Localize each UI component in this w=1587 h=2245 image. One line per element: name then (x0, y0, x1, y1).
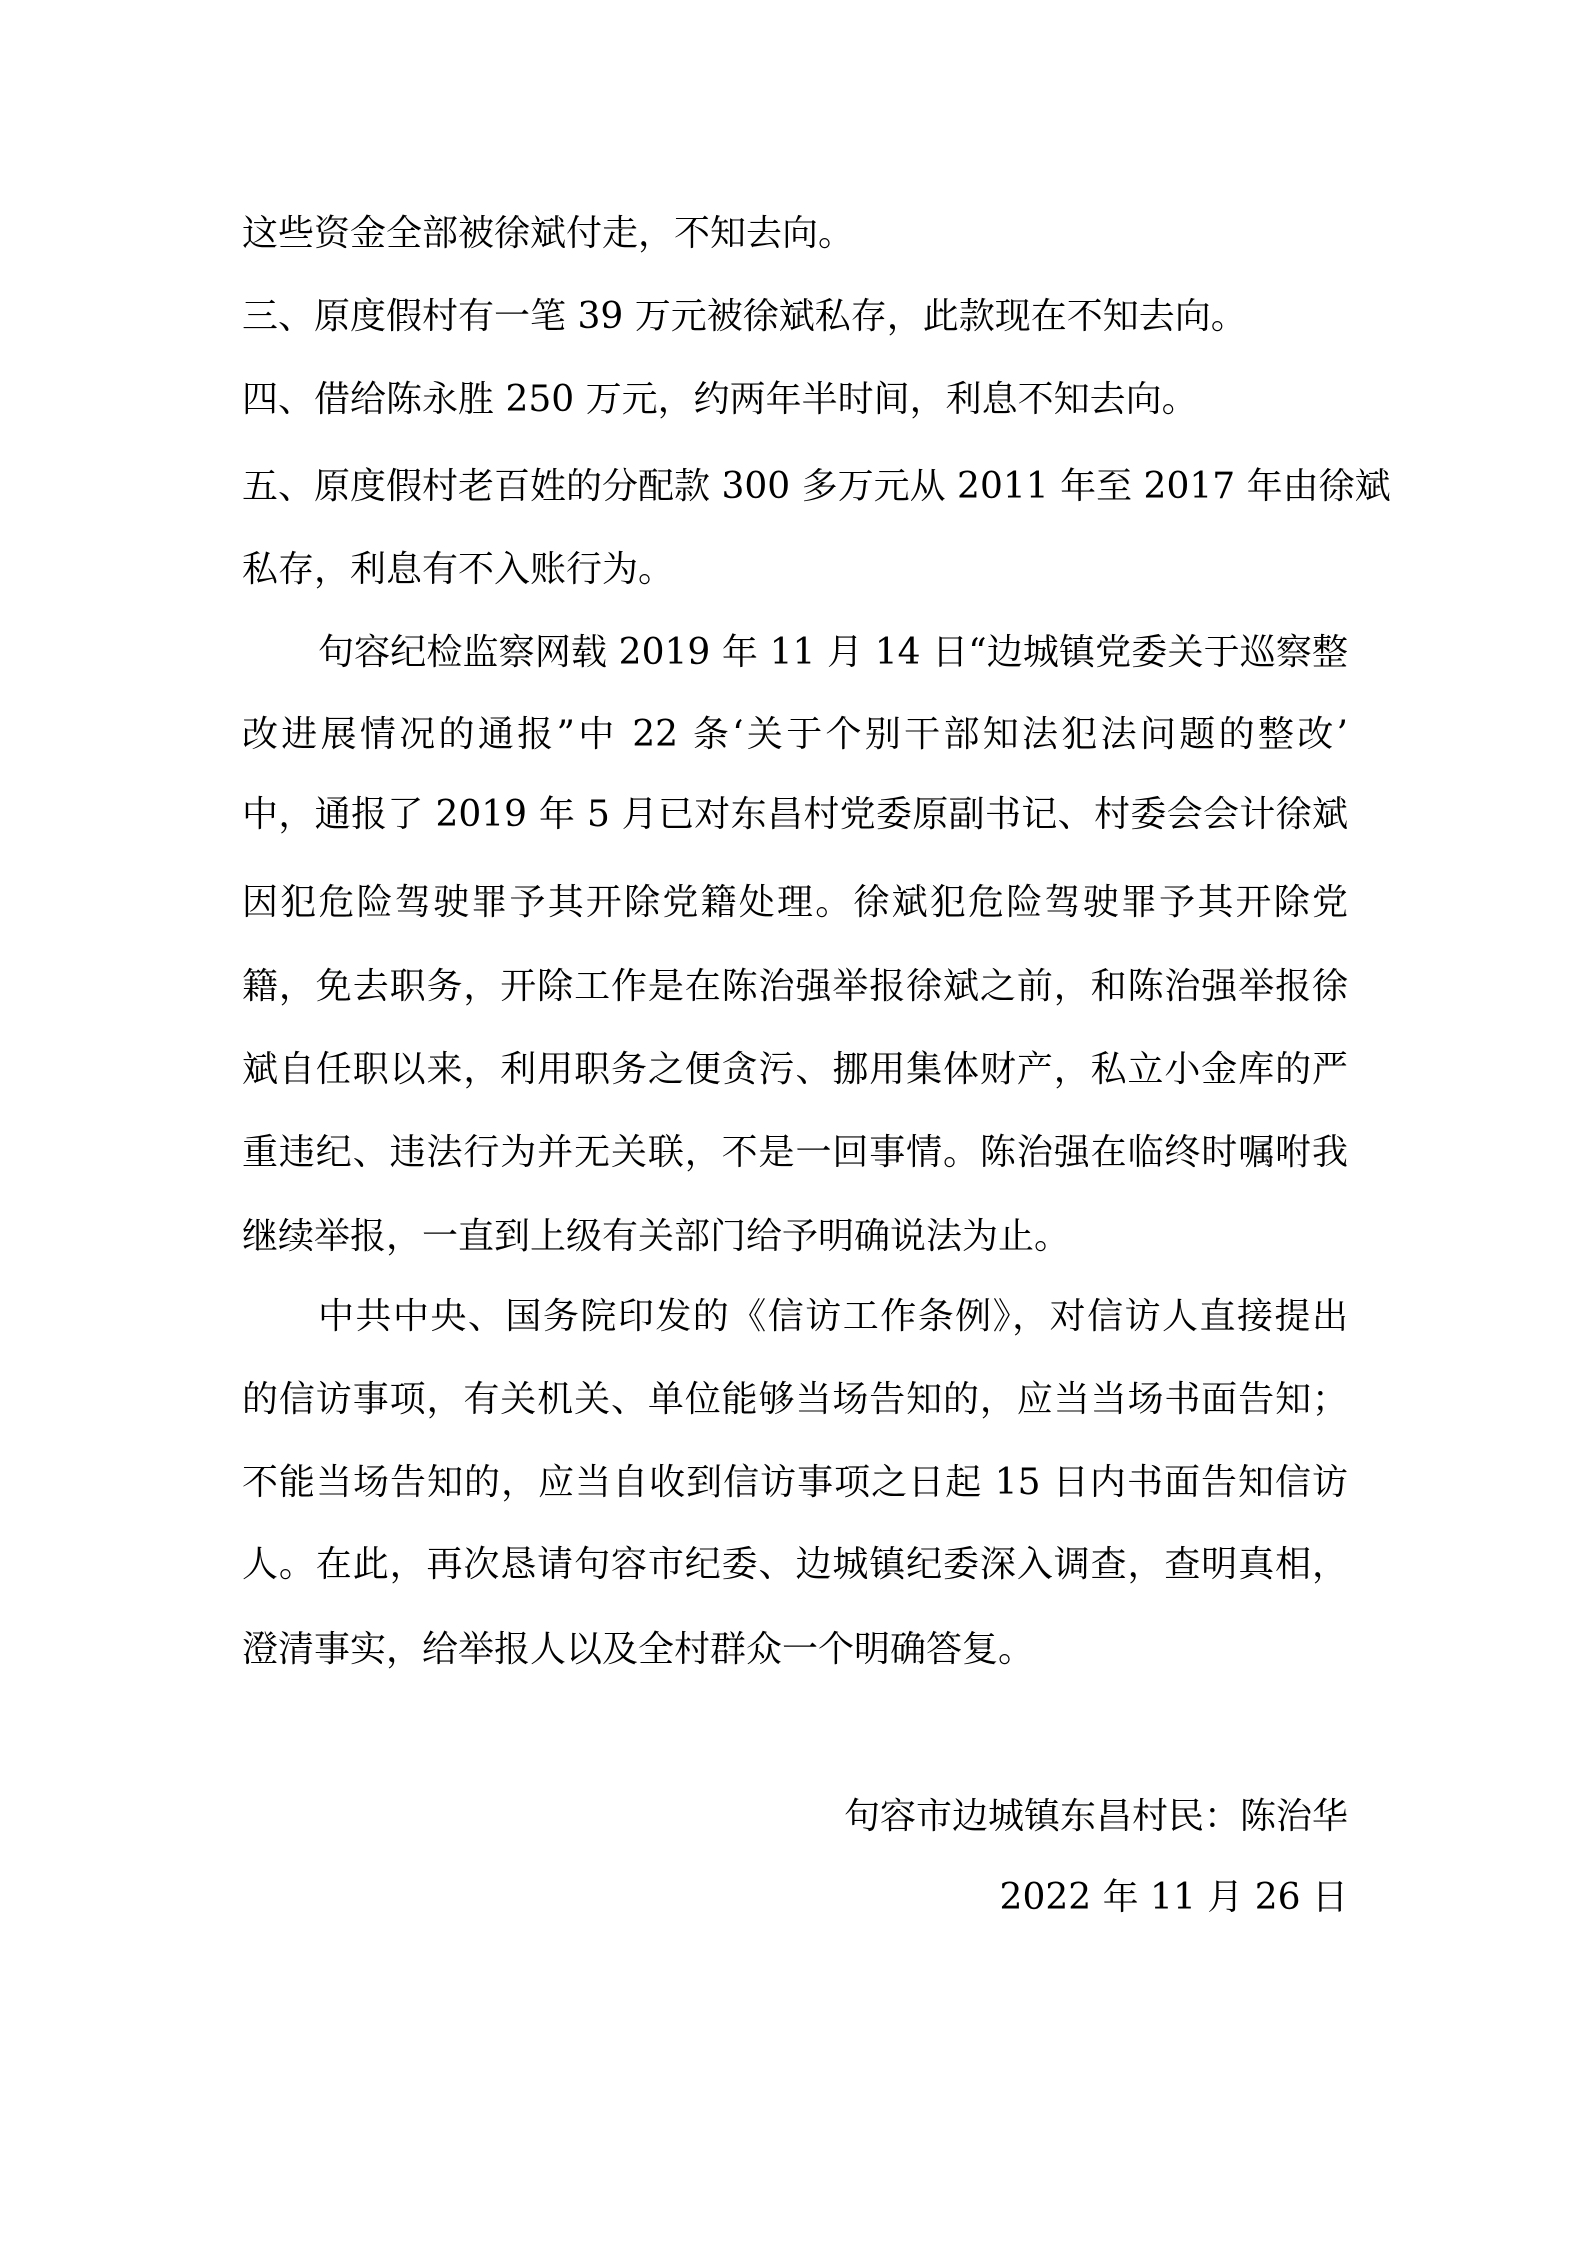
list-item-5-line-1: 五、原度假村老百姓的分配款 300 多万元从 2011 年至 2017 年由徐斌 (242, 466, 1391, 507)
list-item-3: 三、原度假村有一笔 39 万元被徐斌私存，此款现在不知去向。 (242, 296, 1247, 337)
paragraph-2-line-5: 籍，免去职务，开除工作是在陈治强举报徐斌之前，和陈治强举报徐 (242, 966, 1348, 1007)
paragraph-2-line-8: 继续举报，一直到上级有关部门给予明确说法为止。 (242, 1216, 1071, 1257)
paragraph-3-line-2: 的信访事项，有关机关、单位能够当场告知的，应当当场书面告知； (242, 1379, 1348, 1420)
paragraph-3-line-5: 澄清事实，给举报人以及全村群众一个明确答复。 (242, 1629, 1035, 1670)
paragraph-2-line-6: 斌自任职以来，利用职务之便贪污、挪用集体财产，私立小金库的严 (242, 1049, 1348, 1090)
paragraph-3-line-1: 中共中央、国务院印发的《信访工作条例》，对信访人直接提出 (318, 1296, 1348, 1337)
paragraph-2-line-1: 句容纪检监察网载 2019 年 11 月 14 日“边城镇党委关于巡察整 (318, 632, 1348, 673)
body-line-1: 这些资金全部被徐斌付走，不知去向。 (242, 213, 855, 254)
paragraph-2-line-7: 重违纪、违法行为并无关联，不是一回事情。陈治强在临终时嘱咐我 (242, 1132, 1348, 1173)
list-item-4: 四、借给陈永胜 250 万元，约两年半时间，利息不知去向。 (242, 379, 1198, 420)
paragraph-2-line-3: 中，通报了 2019 年 5 月已对东昌村党委原副书记、村委会会计徐斌 (242, 794, 1348, 835)
paragraph-2-line-2: 改进展情况的通报”中 22 条‘关于个别干部知法犯法问题的整改’ (242, 714, 1348, 755)
list-item-5-line-2: 私存，利息有不入账行为。 (242, 549, 675, 590)
paragraph-2-line-4: 因犯危险驾驶罪予其开除党籍处理。徐斌犯危险驾驶罪予其开除党 (242, 882, 1348, 923)
paragraph-3-line-3: 不能当场告知的，应当自收到信访事项之日起 15 日内书面告知信访 (242, 1462, 1348, 1503)
paragraph-3-line-4: 人。在此，再次恳请句容市纪委、边城镇纪委深入调查，查明真相， (242, 1544, 1348, 1585)
signature-author: 句容市边城镇东昌村民：陈治华 (843, 1796, 1348, 1837)
signature-date: 2022 年 11 月 26 日 (999, 1877, 1348, 1918)
